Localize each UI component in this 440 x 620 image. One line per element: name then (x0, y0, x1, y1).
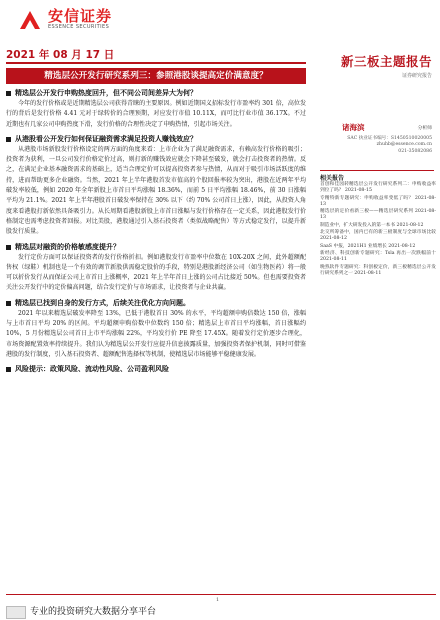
section-2 (6, 134, 306, 238)
analyst-phone: 021-35082086 (398, 149, 432, 154)
analyst-email[interactable]: zhuhb@essence.com.cn (376, 142, 432, 147)
brand-name-en: ESSENCE SECURITIES (48, 24, 110, 30)
related-report-item[interactable]: 首创和佳园转精选层公开发行研究系列二：申购收益率到位了吗？ 2021-08-15 (320, 182, 436, 194)
section-heading: 精选层对融资的价格敏感度提升？ (6, 242, 306, 253)
dateline (6, 46, 306, 64)
section-paragraph: 今年的发行价格或是近期精选层公司获得青睐的主要原因。例如近期国义招标发行市盈率约 301 倍，高位发行的背后是发行价格 4.41 元对于绿转价的合理预期，对应发行市值 10.11X，而可比行业市值 36.17X。不过近期也有几家公司申购热度下滑，发行价格的合理性决定了申购热情，引起市场关注。 (6, 100, 306, 128)
report-date: 2021 年 08 月 17 日 (6, 49, 115, 61)
report-title: 精选层公开发行研究系列三：参照港股谈提高定价满意度？ (6, 68, 306, 84)
section-paragraph: 发行定价方面可以保证投资者的发行价格折扣。例如港股发行市盈率中位数在 10X-20X 之间，此外超额配售权（绿鞋）机制也是一个有效的调节新股供需稳定股价的手段，特别是港股新经济公司（如生物医药）将一般可以折价发行从而保证公司上市首日上涨概率，2021 年上半年首日上涨的公司占比接近 50%。但也需要投资者关注公开发行中的定价偏高问题，结合发行定价与市场需求，让投资者与企业共赢。 (6, 253, 306, 292)
brand-logo (18, 8, 112, 31)
bullet-square-icon (6, 137, 11, 142)
related-report-item[interactable]: 新经济、科技创新专题研究：Tsla 再出一次跌幅前十 2021-08-11 (320, 250, 436, 263)
bullet-square-icon (6, 91, 11, 96)
related-report-item[interactable]: 晚熟软件专题研究：科创板定价，新三板精选层公开发行研究系列之一 2021-08-11 (320, 264, 436, 276)
related-reports-title: 相关报告 (320, 170, 434, 182)
watermark-text: 专业的投资研究大数据分享平台 (30, 606, 157, 617)
analyst-role: 分析师 (417, 126, 432, 131)
brand-name-cn: 安信证券 (48, 7, 113, 25)
section-heading: 精选层已找到自身的发行方式，后续关注优化方向问题。 (6, 298, 306, 309)
related-report-item[interactable]: SaaS 中报，2021H1 业绩增长 2021-08-12 (320, 243, 416, 249)
report-type: 新三板主题报告 (340, 54, 432, 69)
section-paragraph: 从港股市场新股发行价格设定的两方面的角度来看：上市企业为了满足融资需求，有赖高发行价格的吸引；投资者为获利，一旦公司发行价格定价过高，则打新的赚钱效应就会下降甚至破发，就会打击投资者的热情。反之，在满足企业基本融资需求的基础上，适当合理定价可以提高投资者参与热情，从而对于吸引市场活跃度的维持，进而帮助更多企业融资。当然，2021 年上半年港股首发市值高的个股回报率较为突出，港股在近两年平均破发率较低，例如 2020 年全年新股上市首日平均涨幅 18.36%，而前 5 日平均涨幅 18.46%，前 30 日涨幅平均为 21.1%。2021 年上半年港股首日破发率保持在 30% 以下（约 70% 公司首日上涨），因此，从投资人角度来看港股打新依然具备吸引力。从长周期看港股新股上市首日涨幅与发行价格存在一定关系，因此港股发行价格制定也需考虑投资者回报。对比美股，港股通过引入基石投资者（类似战略配售）等方式稳定发行，以提升新股发行质量。 (6, 145, 306, 236)
related-report-item[interactable]: 北交所筹备中，国内已有的新三板制度与全球市场比较 2021-08-12 (320, 230, 436, 242)
section-1 (6, 88, 306, 130)
section-4 (6, 298, 306, 360)
bullet-square-icon (6, 367, 11, 372)
analyst-cert: SAC 执业证书编号：S1450510020005 (347, 136, 432, 141)
risk-heading: 风险提示：政策风险、流动性风险、公司盈利风险 (6, 364, 306, 375)
report-body (6, 88, 306, 375)
report-subtype: 证券研究报告 (401, 73, 432, 79)
bullet-square-icon (6, 245, 11, 250)
section-3 (6, 242, 306, 294)
analyst-name: 诸海滨 (342, 123, 365, 132)
related-report-item[interactable]: 专精特新专题研究：申购收益率变低了吗？ 2021-08-13 (320, 195, 436, 207)
bullet-square-icon (6, 301, 11, 306)
section-heading: 从港股看公开发行如何保证融资需求满足投资人赚钱效应？ (6, 134, 306, 145)
watermark-logo-icon (6, 606, 26, 619)
section-heading: 精选层公开发行申购热度回升，但不同公司间差异大为何？ (6, 88, 306, 99)
brand-logo-icon (18, 9, 42, 31)
related-report-item[interactable]: 精选层的定价看新三板——精选层研究系列 2021-08-13 (320, 209, 436, 221)
report-header (0, 0, 440, 46)
section-5 (6, 364, 306, 375)
report-sidebar (318, 46, 436, 620)
related-report-item[interactable]: 制造业中，扩大研发投入的第一本书 2021-08-12 (320, 222, 424, 228)
section-paragraph: 2021 年以来精选层破发率降至 13%，已低于港股首日 30% 的水平，平均超额申购倍数达 150 倍，涨幅与上市首日平均 20% 的区间。平均超额申购倍数中位数约 150 倍；精选层上市首日平均涨幅，首日涨幅约 10%，5 月份精选层公司首日上市平均涨幅 22%，平均发行价 PE 降至 17.45X。随着发行定价逐步合理化，市场资源配置效率持续提升。我们认为精选层公开发行应提升信息披露质量，加强投资者保护机制，同时可借鉴港股的发行制度，引入基石投资者、超额配售选择权等机制，使精选层市场能够平稳健康发展。 (6, 309, 306, 358)
related-reports-list (320, 182, 436, 278)
watermark-banner (6, 604, 216, 620)
footer-divider (6, 594, 436, 595)
page-number: 1 (216, 597, 220, 603)
